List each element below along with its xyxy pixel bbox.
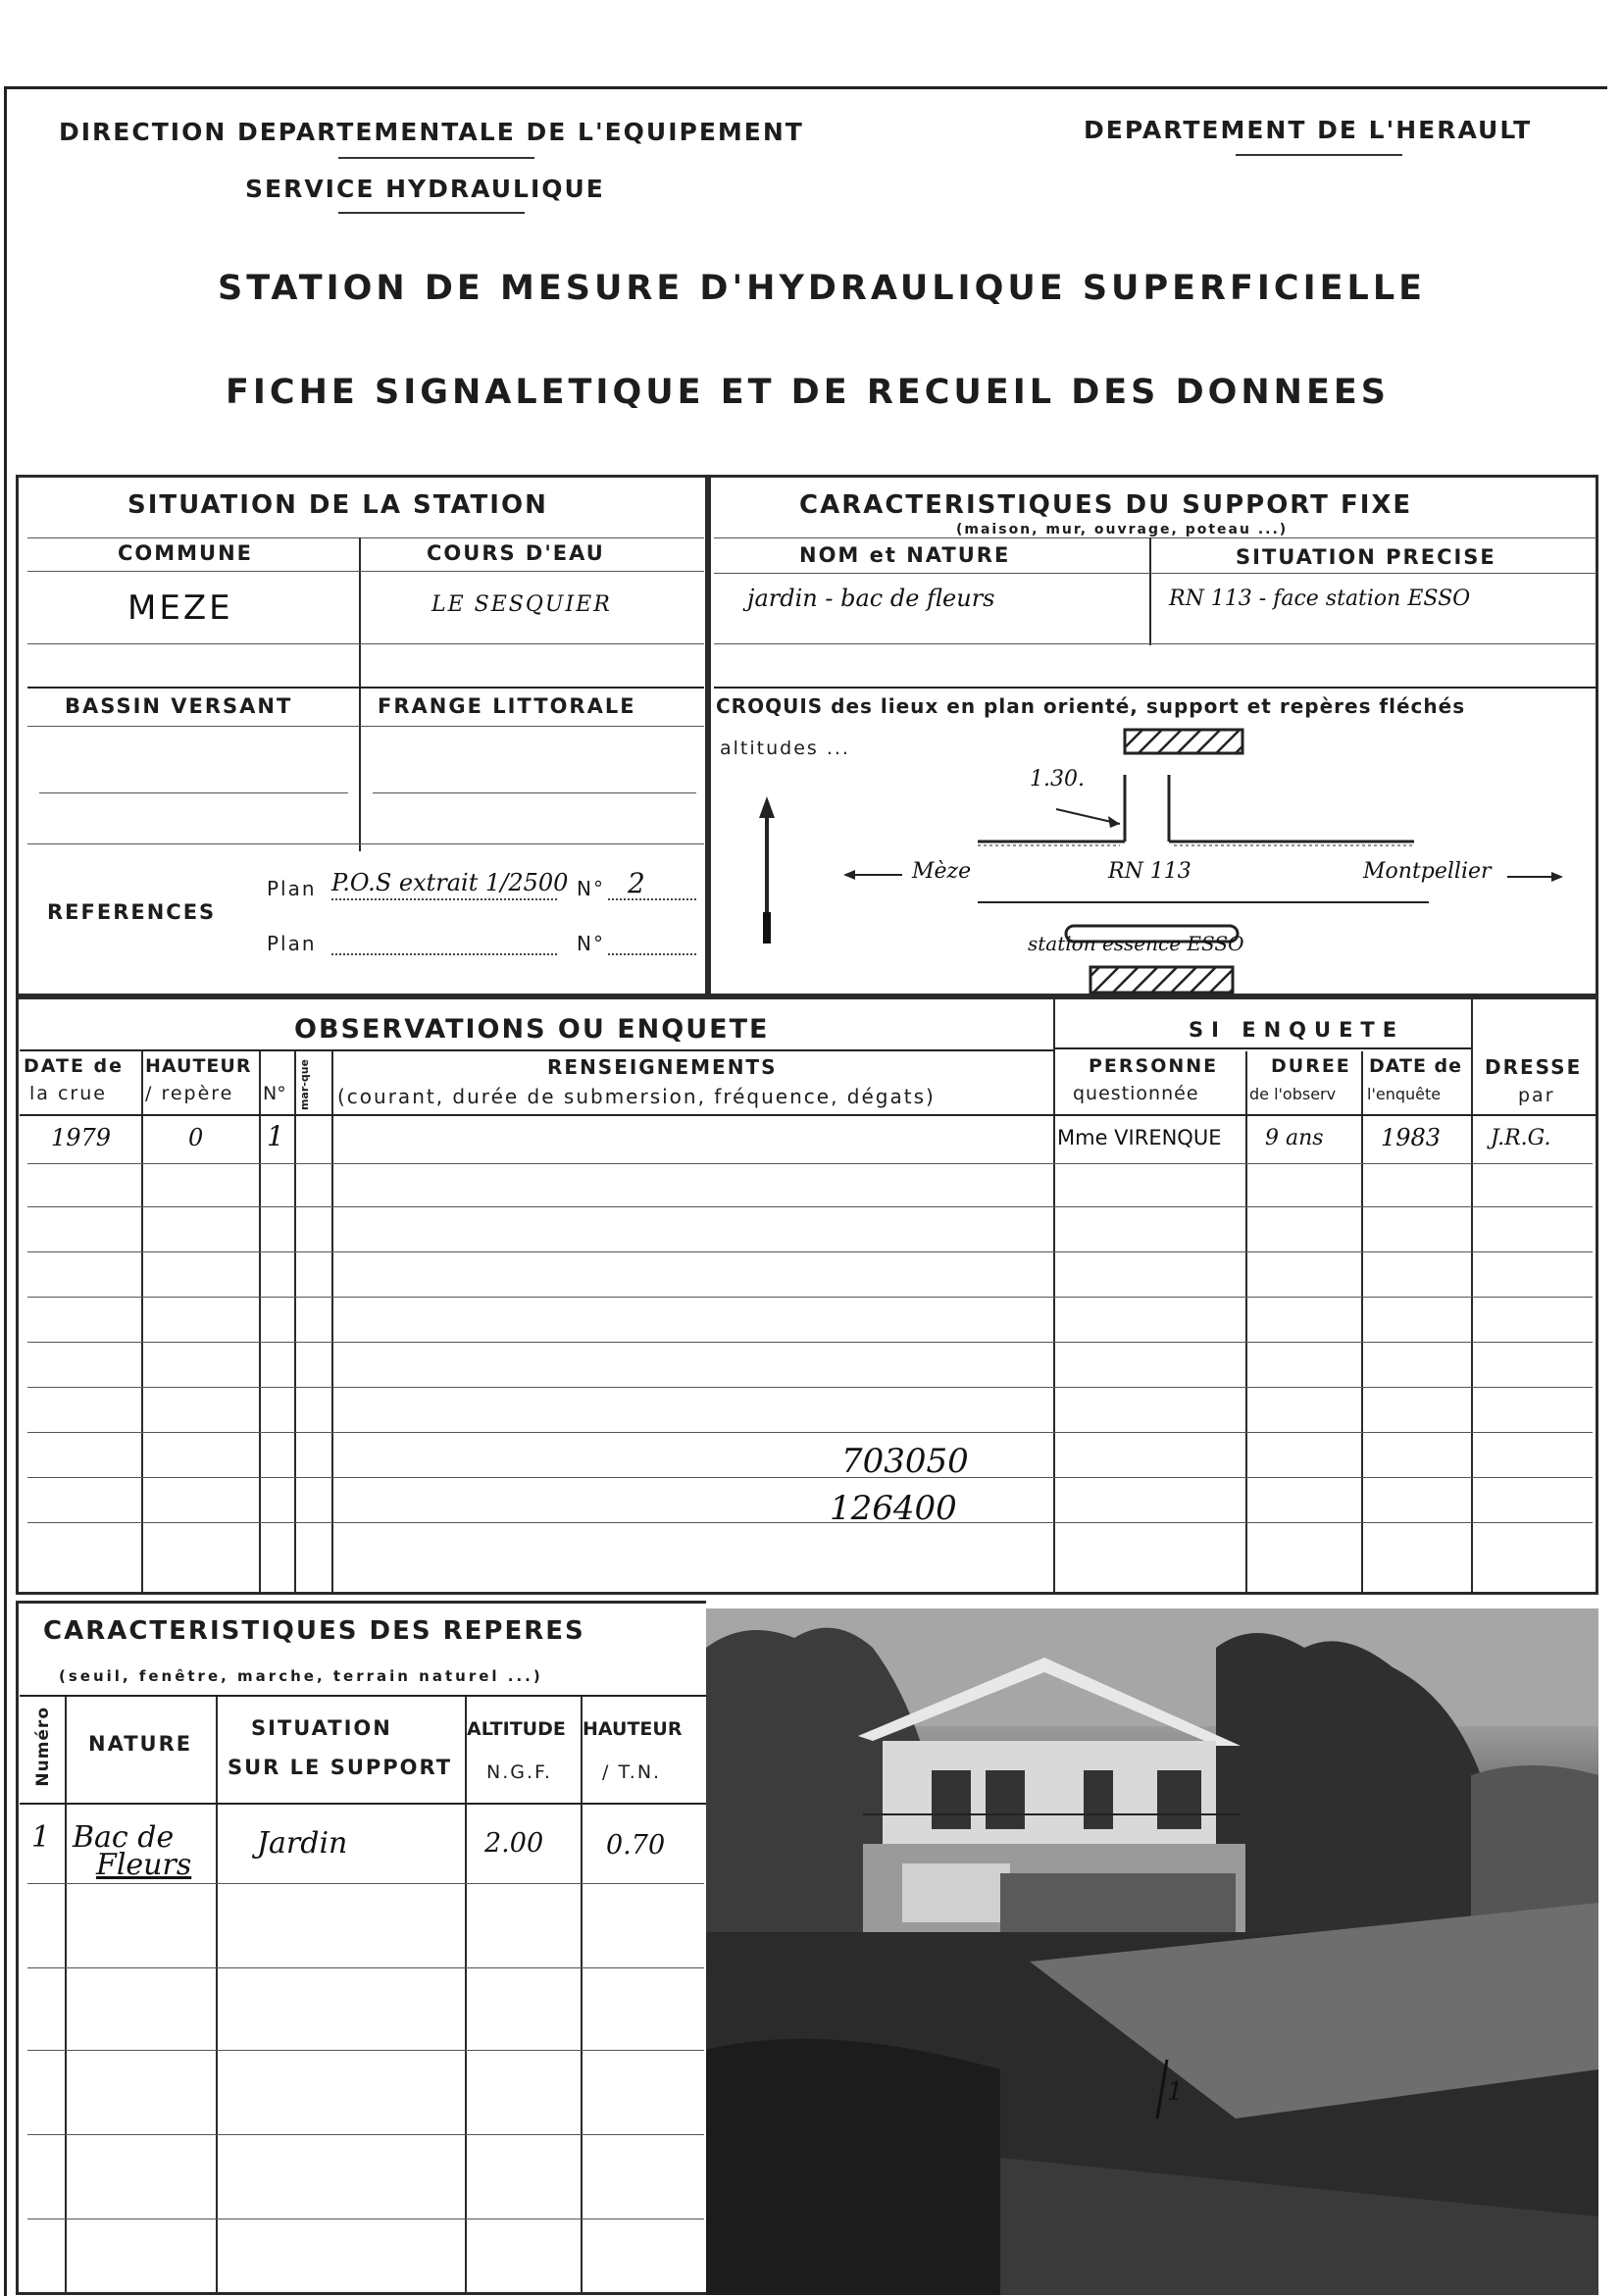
plan-value: P.O.S extrait 1/2500 (331, 869, 569, 896)
col-personne-label-2: questionnée (1073, 1083, 1199, 1104)
rule (27, 687, 704, 689)
col-duree-label-2: de l'observ (1249, 1085, 1337, 1103)
col-divider (1471, 998, 1473, 1593)
rule (714, 643, 1597, 644)
repere-hauteur-value: 0.70 (606, 1830, 666, 1861)
table-row-rule (27, 1967, 704, 1968)
repere-nature-value: Bac de (73, 1820, 175, 1855)
col-dresse-label: DRESSE (1485, 1055, 1583, 1079)
table-row-rule (27, 1163, 1593, 1164)
house-photo-illustration (706, 1608, 1598, 2295)
col-situation-label: SITUATION (251, 1716, 392, 1740)
sketch-station-label: station essence ESSO (1028, 932, 1244, 955)
col-numero-label: Numéro (33, 1707, 53, 1787)
rule (20, 1695, 706, 1697)
sketch-right-label: Montpellier (1363, 859, 1492, 884)
col-date-enq-label-2: l'enquête (1367, 1085, 1442, 1103)
col-rens-label: RENSEIGNEMENTS (547, 1055, 778, 1079)
underline (1236, 154, 1402, 156)
col-divider (465, 1697, 467, 2293)
rule (20, 1803, 706, 1805)
col-divider (1053, 998, 1055, 1593)
sketch-left-label: Mèze (912, 859, 972, 884)
col-divider (216, 1697, 218, 2293)
col-divider (294, 1051, 296, 1593)
repere-numero-value: 1 (31, 1820, 51, 1855)
commune-label: COMMUNE (118, 541, 254, 565)
col-divider (331, 1051, 333, 1593)
table-row-rule (27, 1342, 1593, 1343)
dotted-line (331, 898, 557, 900)
form-subtitle: FICHE SIGNALETIQUE ET DE RECUEIL DES DONNEES (226, 373, 1390, 412)
reperes-box (16, 1601, 706, 2295)
sketch-mark-label: 1.30. (1030, 767, 1085, 791)
north-arrow-head (759, 796, 775, 818)
rule (1055, 1047, 1471, 1049)
rule (714, 687, 1597, 689)
nom-value: jardin - bac de fleurs (747, 585, 995, 612)
table-row-rule (27, 1477, 1593, 1478)
col-divider (581, 1697, 583, 2293)
reperes-heading: CARACTERISTIQUES DES REPERES (43, 1616, 585, 1646)
coordinate-x: 703050 (841, 1442, 969, 1481)
no-label: N° (577, 877, 605, 900)
enquete-heading: SI ENQUETE (1189, 1018, 1405, 1042)
col-personne-label: PERSONNE (1089, 1055, 1219, 1077)
table-row-rule (27, 1206, 1593, 1207)
coordinate-y: 126400 (830, 1489, 957, 1528)
col-date-label: DATE de (24, 1055, 125, 1077)
rule (20, 1049, 1055, 1051)
table-row-rule (27, 1883, 704, 1884)
divider (359, 537, 361, 851)
bassin-label: BASSIN VERSANT (65, 694, 293, 718)
plan-label: Plan (267, 877, 317, 900)
col-rens-label-2: (courant, durée de submersion, fréquence, dégats) (337, 1085, 936, 1108)
dotted-line (331, 953, 557, 955)
plan-no-value: 2 (628, 867, 645, 899)
obs-date-value: 1979 (51, 1124, 112, 1151)
col-divider (259, 1051, 261, 1593)
repere-nature-value-2: Fleurs (96, 1848, 192, 1882)
table-row-rule (27, 1297, 1593, 1298)
col-date-label-2: la crue (29, 1083, 107, 1104)
cours-label: COURS D'EAU (427, 541, 605, 565)
col-hauteur-tn-label: HAUTEUR (583, 1718, 683, 1740)
situation-precise-value: RN 113 - face station ESSO (1169, 587, 1471, 611)
photo-marker: 1 (1167, 2077, 1184, 2107)
col-marque-label: mar-que (298, 1059, 311, 1111)
repere-situation-value: Jardin (257, 1826, 348, 1861)
croquis-label-2: altitudes ... (720, 738, 850, 759)
obs-dresse-value: J.R.G. (1491, 1126, 1551, 1150)
col-dresse-label-2: par (1518, 1085, 1555, 1106)
support-heading: CARACTERISTIQUES DU SUPPORT FIXE (799, 490, 1413, 520)
dotted-line (608, 898, 696, 900)
croquis-label: CROQUIS des lieux en plan orienté, support et repères fléchés (716, 694, 1466, 718)
col-divider (141, 1051, 143, 1593)
col-date-enq-label: DATE de (1369, 1055, 1463, 1077)
support-subheading: (maison, mur, ouvrage, poteau ...) (956, 522, 1289, 537)
dotted-line (608, 953, 696, 955)
obs-no-value: 1 (267, 1120, 284, 1152)
rule (20, 1114, 1597, 1116)
col-hauteur-label-2: / repère (145, 1083, 234, 1104)
no-label: N° (577, 932, 605, 955)
col-nature-label: NATURE (88, 1732, 193, 1756)
table-row-rule (27, 2050, 704, 2051)
cours-value: LE SESQUIER (431, 592, 612, 617)
form-title: STATION DE MESURE D'HYDRAULIQUE SUPERFICIELLE (218, 269, 1427, 308)
obs-personne-value: Mme VIRENQUE (1057, 1126, 1222, 1149)
underline (338, 212, 525, 214)
col-divider (65, 1697, 67, 2293)
rule (39, 792, 348, 793)
rule (714, 537, 1597, 538)
observations-heading: OBSERVATIONS OU ENQUETE (294, 1014, 770, 1045)
rule (27, 571, 704, 572)
reperes-subheading: (seuil, fenêtre, marche, terrain naturel ...) (59, 1667, 543, 1685)
obs-duree-value: 9 ans (1265, 1126, 1324, 1150)
direction-label: DIRECTION DEPARTEMENTALE DE L'EQUIPEMENT (59, 118, 804, 146)
rule (27, 643, 704, 644)
situation-precise-label: SITUATION PRECISE (1236, 545, 1496, 569)
col-situation-label-2: SUR LE SUPPORT (228, 1756, 453, 1779)
sketch-road-label: RN 113 (1108, 859, 1191, 884)
obs-date-enquete-value: 1983 (1381, 1124, 1442, 1151)
obs-hauteur-value: 0 (188, 1124, 204, 1151)
col-no-label: N° (263, 1083, 286, 1104)
table-row-rule (27, 1432, 1593, 1433)
col-divider (1361, 1051, 1363, 1593)
col-duree-label: DUREE (1271, 1055, 1351, 1077)
building-north (1125, 730, 1242, 753)
plan-label: Plan (267, 932, 317, 955)
repere-altitude-value: 2.00 (484, 1828, 544, 1859)
department-label: DEPARTEMENT DE L'HERAULT (1084, 116, 1533, 144)
col-altitude-label: ALTITUDE (467, 1718, 566, 1740)
table-row-rule (27, 1387, 1593, 1388)
col-hauteur-label: HAUTEUR (145, 1055, 252, 1077)
station-building (1090, 967, 1233, 993)
situation-heading: SITUATION DE LA STATION (127, 490, 548, 520)
rule (27, 843, 704, 844)
table-row-rule (27, 1522, 1593, 1523)
col-divider (1245, 1051, 1247, 1593)
rule (27, 537, 704, 538)
site-photograph (706, 1608, 1598, 2295)
service-label: SERVICE HYDRAULIQUE (245, 175, 605, 203)
col-hauteur-tn-label-2: / T.N. (602, 1761, 662, 1783)
rule (714, 573, 1597, 574)
references-label: REFERENCES (47, 900, 217, 924)
frange-label: FRANGE LITTORALE (378, 694, 636, 718)
rule (27, 726, 704, 727)
table-row-rule (27, 2134, 704, 2135)
commune-value: MEZE (127, 588, 233, 628)
table-row-rule (27, 1251, 1593, 1252)
divider (1149, 537, 1151, 645)
underline (338, 157, 534, 159)
col-altitude-label-2: N.G.F. (486, 1761, 552, 1783)
nom-label: NOM et NATURE (799, 543, 1011, 567)
rule (373, 792, 696, 793)
